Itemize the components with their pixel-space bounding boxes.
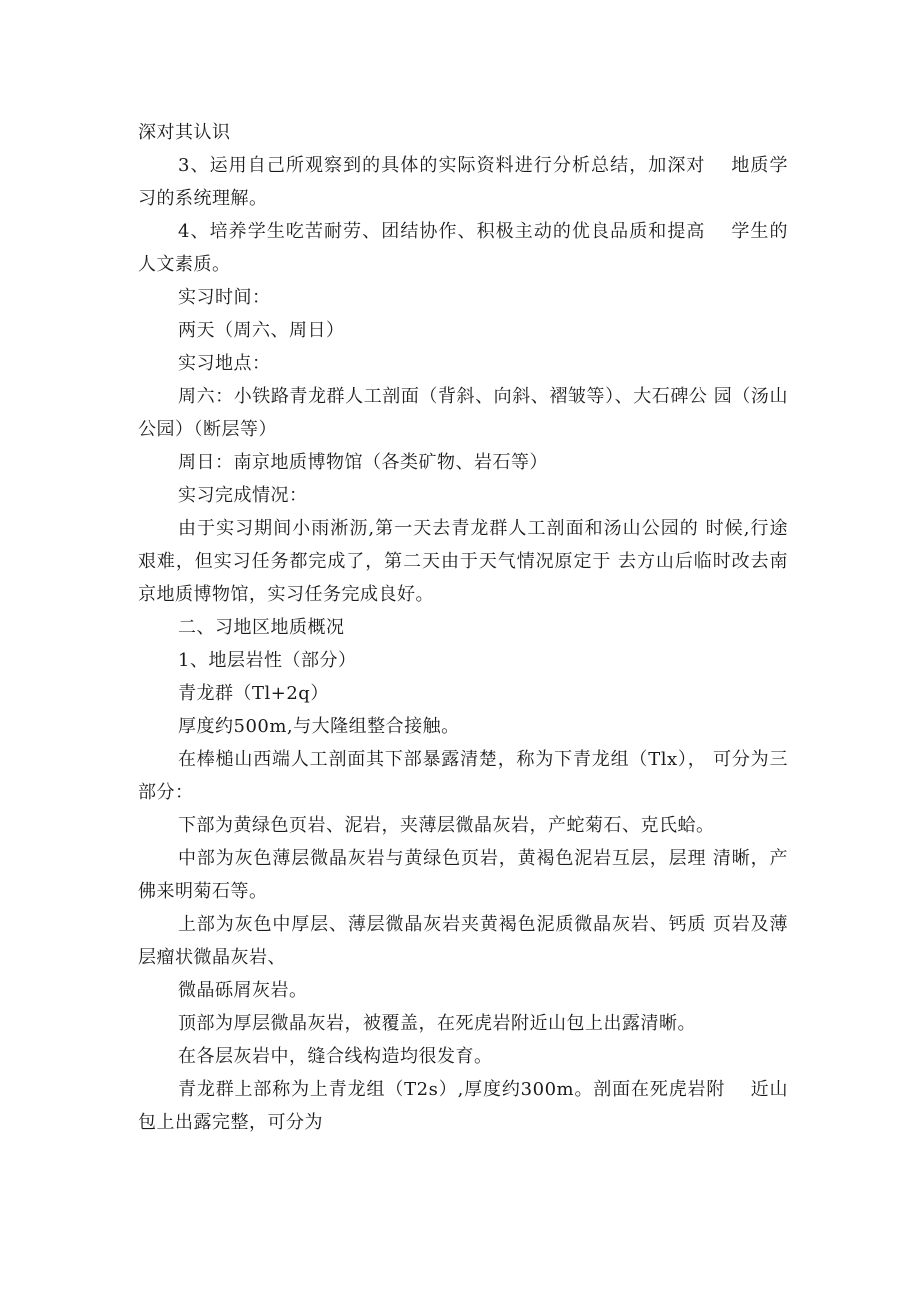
paragraph-6: 实习地点： xyxy=(178,353,271,374)
paragraph-10: 由于实习期间小雨淅沥,第一天去青龙群人工剖面和汤山公园的 时候,行途艰难，但实习任务都完成了，第二天由于天气情况原定于 去方山后临时改去南京地质博物馆，实习任务完成良好。 xyxy=(138,518,788,605)
paragraph-19: 微晶砾屑灰岩。 xyxy=(178,980,308,1001)
paragraph-14: 厚度约500m,与大隆组整合接触。 xyxy=(178,716,460,737)
paragraph-9: 实习完成情况： xyxy=(178,485,308,506)
paragraph-7: 周六：小铁路青龙群人工剖面（背斜、向斜、褶皱等）、大石碑公 园（汤山公园）（断层等） xyxy=(138,386,788,440)
paragraph-1: 深对其认识 xyxy=(138,122,231,143)
paragraph-21: 在各层灰岩中，缝合线构造均很发育。 xyxy=(178,1046,493,1067)
document-body xyxy=(138,116,788,1139)
paragraph-13: 青龙群（Tl+2q） xyxy=(178,683,329,704)
section-heading: 二、习地区地质概况 xyxy=(178,617,345,638)
paragraph-16: 下部为黄绿色页岩、泥岩，夹薄层微晶灰岩，产蛇菊石、克氏蛤。 xyxy=(178,815,715,836)
paragraph-3: 4、培养学生吃苦耐劳、团结协作、积极主动的优良品质和提高 学生的人文素质。 xyxy=(138,221,788,275)
subsection-heading: 1、地层岩性（部分） xyxy=(178,650,357,671)
paragraph-8: 周日：南京地质博物馆（各类矿物、岩石等） xyxy=(178,452,548,473)
paragraph-22: 青龙群上部称为上青龙组（T2s）,厚度约300m。剖面在死虎岩附 近山包上出露完整，可分为 xyxy=(138,1079,788,1133)
paragraph-18: 上部为灰色中厚层、薄层微晶灰岩夹黄褐色泥质微晶灰岩、钙质 页岩及薄层瘤状微晶灰岩、 xyxy=(138,914,788,968)
paragraph-17: 中部为灰色薄层微晶灰岩与黄绿色页岩，黄褐色泥岩互层，层理 清晰，产佛来明菊石等。 xyxy=(138,848,788,902)
paragraph-4: 实习时间： xyxy=(178,287,271,308)
paragraph-20: 顶部为厚层微晶灰岩，被覆盖，在死虎岩附近山包上出露清晰。 xyxy=(178,1013,696,1034)
paragraph-2: 3、运用自己所观察到的具体的实际资料进行分析总结，加深对 地质学习的系统理解。 xyxy=(138,155,788,209)
paragraph-15: 在棒槌山西端人工剖面其下部暴露清楚，称为下青龙组（Tlx）， 可分为三部分： xyxy=(138,749,788,803)
paragraph-5: 两天（周六、周日） xyxy=(178,320,345,341)
